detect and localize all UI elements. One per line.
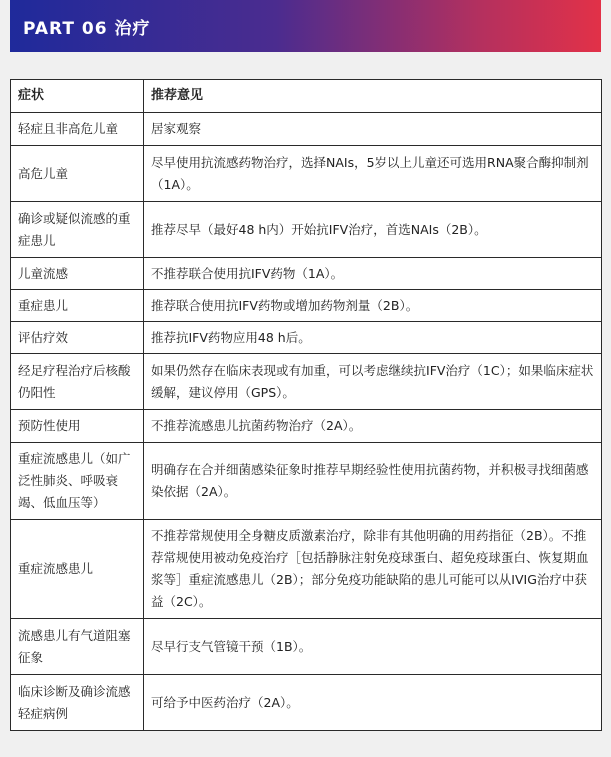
- table-row: [11, 520, 602, 619]
- symptom-cell: 高危儿童: [11, 146, 144, 202]
- table-header-row: [11, 80, 602, 113]
- table-row: [11, 290, 602, 322]
- table-row: [11, 258, 602, 290]
- symptom-cell: 评估疗效: [11, 322, 144, 354]
- recommendation-table: [10, 79, 602, 731]
- symptom-cell: 流感患儿有气道阻塞征象: [11, 619, 144, 675]
- table-row: [11, 146, 602, 202]
- recommendation-cell: 居家观察: [144, 113, 602, 146]
- symptom-cell: 重症流感患儿: [11, 520, 144, 619]
- recommendation-cell: 明确存在合并细菌感染征象时推荐早期经验性使用抗菌药物，并积极寻找细菌感染依据（2A）。: [144, 443, 602, 520]
- recommendation-cell: 不推荐常规使用全身糖皮质激素治疗，除非有其他明确的用药指征（2B）。不推荐常规使用被动免疫治疗［包括静脉注射免疫球蛋白、超免疫球蛋白、恢复期血浆等］重症流感患儿（2B）；部分免疫功能缺陷的患儿可能可以从IVIG治疗中获益（2C）。: [144, 520, 602, 619]
- recommendation-cell: 可给予中医药治疗（2A）。: [144, 675, 602, 731]
- recommendation-cell: 不推荐流感患儿抗菌药物治疗（2A）。: [144, 410, 602, 443]
- table-row: [11, 354, 602, 410]
- table-row: [11, 410, 602, 443]
- table-row: [11, 322, 602, 354]
- table-row: [11, 443, 602, 520]
- recommendation-cell: 推荐抗IFV药物应用48 h后。: [144, 322, 602, 354]
- symptom-cell: 儿童流感: [11, 258, 144, 290]
- symptom-cell: 确诊或疑似流感的重症患儿: [11, 202, 144, 258]
- table-row: [11, 619, 602, 675]
- column-header-symptom: 症状: [11, 80, 144, 113]
- table-row: [11, 675, 602, 731]
- section-title: PART 06 治疗: [23, 18, 151, 39]
- symptom-cell: 经足疗程治疗后核酸仍阳性: [11, 354, 144, 410]
- table-row: [11, 202, 602, 258]
- recommendation-cell: 推荐联合使用抗IFV药物或增加药物剂量（2B）。: [144, 290, 602, 322]
- recommendation-cell: 如果仍然存在临床表现或有加重，可以考虑继续抗IFV治疗（1C）；如果临床症状缓解，建议停用（GPS）。: [144, 354, 602, 410]
- table-row: [11, 113, 602, 146]
- symptom-cell: 重症流感患儿（如广泛性肺炎、呼吸衰竭、低血压等）: [11, 443, 144, 520]
- recommendation-cell: 不推荐联合使用抗IFV药物（1A）。: [144, 258, 602, 290]
- recommendation-cell: 推荐尽早（最好48 h内）开始抗IFV治疗，首选NAIs（2B）。: [144, 202, 602, 258]
- column-header-recommendation: 推荐意见: [144, 80, 602, 113]
- recommendation-table-container: [10, 79, 601, 731]
- symptom-cell: 轻症且非高危儿童: [11, 113, 144, 146]
- recommendation-cell: 尽早使用抗流感药物治疗，选择NAIs，5岁以上儿童还可选用RNA聚合酶抑制剂（1A）。: [144, 146, 602, 202]
- symptom-cell: 重症患儿: [11, 290, 144, 322]
- symptom-cell: 临床诊断及确诊流感轻症病例: [11, 675, 144, 731]
- recommendation-cell: 尽早行支气管镜干预（1B）。: [144, 619, 602, 675]
- symptom-cell: 预防性使用: [11, 410, 144, 443]
- section-banner: [10, 0, 601, 52]
